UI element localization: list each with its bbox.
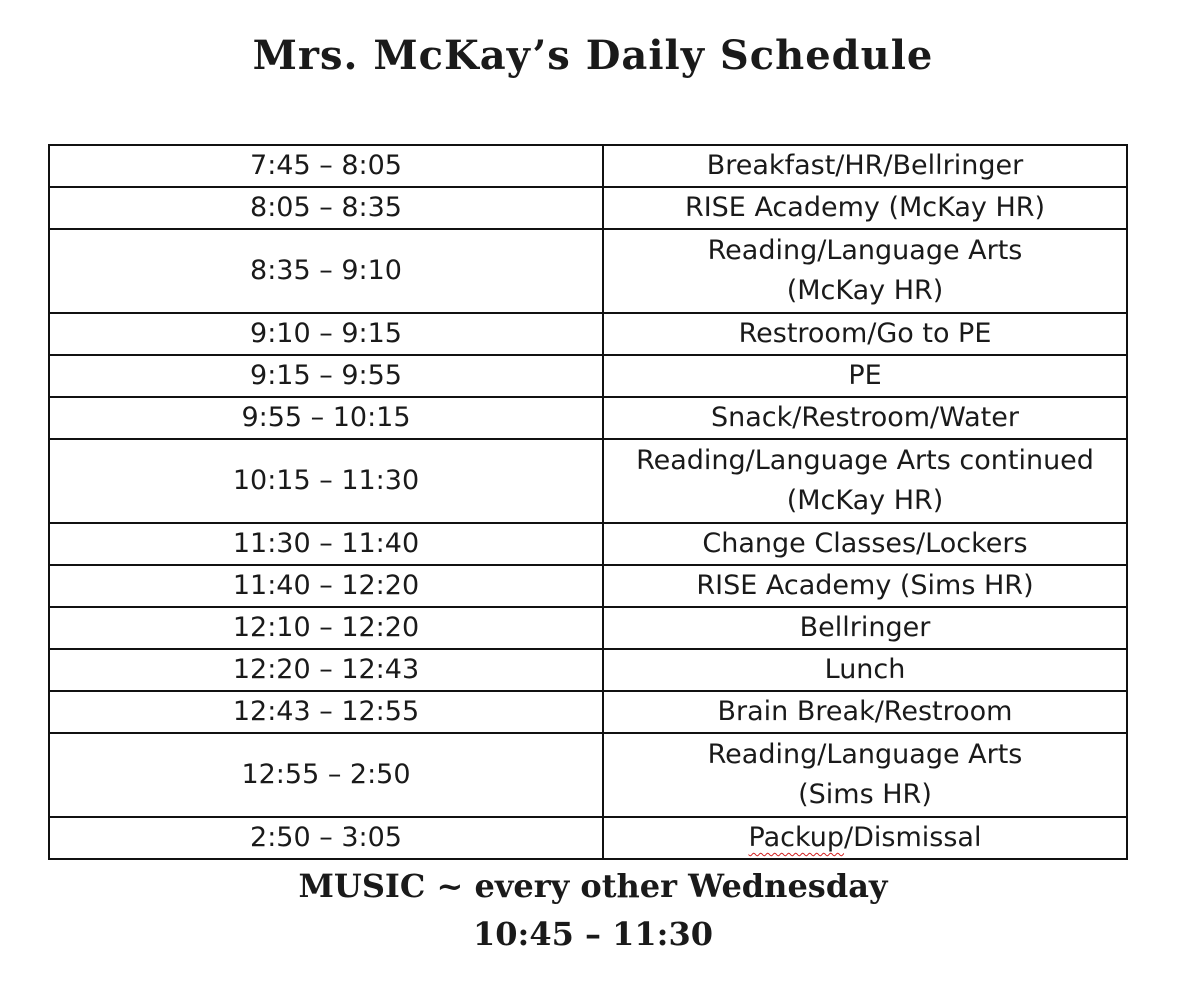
music-note-line: MUSIC ~ every other Wednesday: [298, 867, 888, 905]
table-row: [49, 691, 1127, 733]
schedule-table: [48, 144, 1128, 860]
table-row: [49, 649, 1127, 691]
time-cell: 11:30 – 11:40: [49, 523, 603, 565]
time-cell: 12:55 – 2:50: [49, 733, 603, 817]
table-row: [49, 607, 1127, 649]
activity-cell: [603, 145, 1127, 187]
activity-text-rest: /Dismissal: [844, 822, 982, 853]
activity-text: Lunch: [824, 654, 906, 685]
activity-text: Breakfast/HR/Bellringer: [706, 150, 1024, 181]
activity-text: PE: [848, 360, 882, 391]
spellcheck-flagged-word[interactable]: Packup: [748, 822, 845, 853]
table-row: [49, 355, 1127, 397]
activity-text: Snack/Restroom/Water: [711, 402, 1019, 433]
activity-cell: [603, 439, 1127, 523]
table-row: [49, 733, 1127, 817]
table-row: [49, 523, 1127, 565]
time-cell: 11:40 – 12:20: [49, 565, 603, 607]
table-row: [49, 145, 1127, 187]
activity-text: Bellringer: [799, 612, 931, 643]
activity-text: (McKay HR): [786, 275, 944, 306]
music-note: [0, 862, 1186, 958]
activity-cell: [603, 733, 1127, 817]
activity-text: Brain Break/Restroom: [717, 696, 1013, 727]
activity-text: Change Classes/Lockers: [702, 528, 1028, 559]
activity-cell: [603, 649, 1127, 691]
time-cell: 10:15 – 11:30: [49, 439, 603, 523]
time-cell: 12:43 – 12:55: [49, 691, 603, 733]
activity-cell: [603, 565, 1127, 607]
table-row: [49, 397, 1127, 439]
time-cell: 9:10 – 9:15: [49, 313, 603, 355]
table-row: [49, 313, 1127, 355]
table-row: [49, 439, 1127, 523]
activity-text: Reading/Language Arts continued: [636, 445, 1094, 476]
time-cell: 12:20 – 12:43: [49, 649, 603, 691]
time-cell: 7:45 – 8:05: [49, 145, 603, 187]
music-note-time: 10:45 – 11:30: [472, 915, 714, 953]
activity-text: Reading/Language Arts: [707, 235, 1023, 266]
activity-cell: [603, 817, 1127, 859]
activity-text: RISE Academy (McKay HR): [684, 192, 1046, 223]
activity-cell: [603, 691, 1127, 733]
table-row: [49, 565, 1127, 607]
table-row: [49, 817, 1127, 859]
page-title: Mrs. McKay’s Daily Schedule: [252, 32, 934, 79]
time-cell: 2:50 – 3:05: [49, 817, 603, 859]
activity-text: (Sims HR): [798, 779, 932, 810]
table-row: [49, 187, 1127, 229]
time-cell: 12:10 – 12:20: [49, 607, 603, 649]
activity-cell: [603, 607, 1127, 649]
activity-text: (McKay HR): [786, 485, 944, 516]
time-cell: 9:15 – 9:55: [49, 355, 603, 397]
activity-cell: [603, 229, 1127, 313]
activity-cell: [603, 355, 1127, 397]
activity-text: RISE Academy (Sims HR): [696, 570, 1034, 601]
activity-text: Restroom/Go to PE: [738, 318, 992, 349]
activity-cell: [603, 187, 1127, 229]
activity-text: Reading/Language Arts: [707, 739, 1023, 770]
time-cell: 9:55 – 10:15: [49, 397, 603, 439]
activity-text: [610, 818, 1120, 858]
time-cell: 8:05 – 8:35: [49, 187, 603, 229]
time-cell: 8:35 – 9:10: [49, 229, 603, 313]
activity-cell: [603, 313, 1127, 355]
table-row: [49, 229, 1127, 313]
activity-cell: [603, 397, 1127, 439]
activity-cell: [603, 523, 1127, 565]
